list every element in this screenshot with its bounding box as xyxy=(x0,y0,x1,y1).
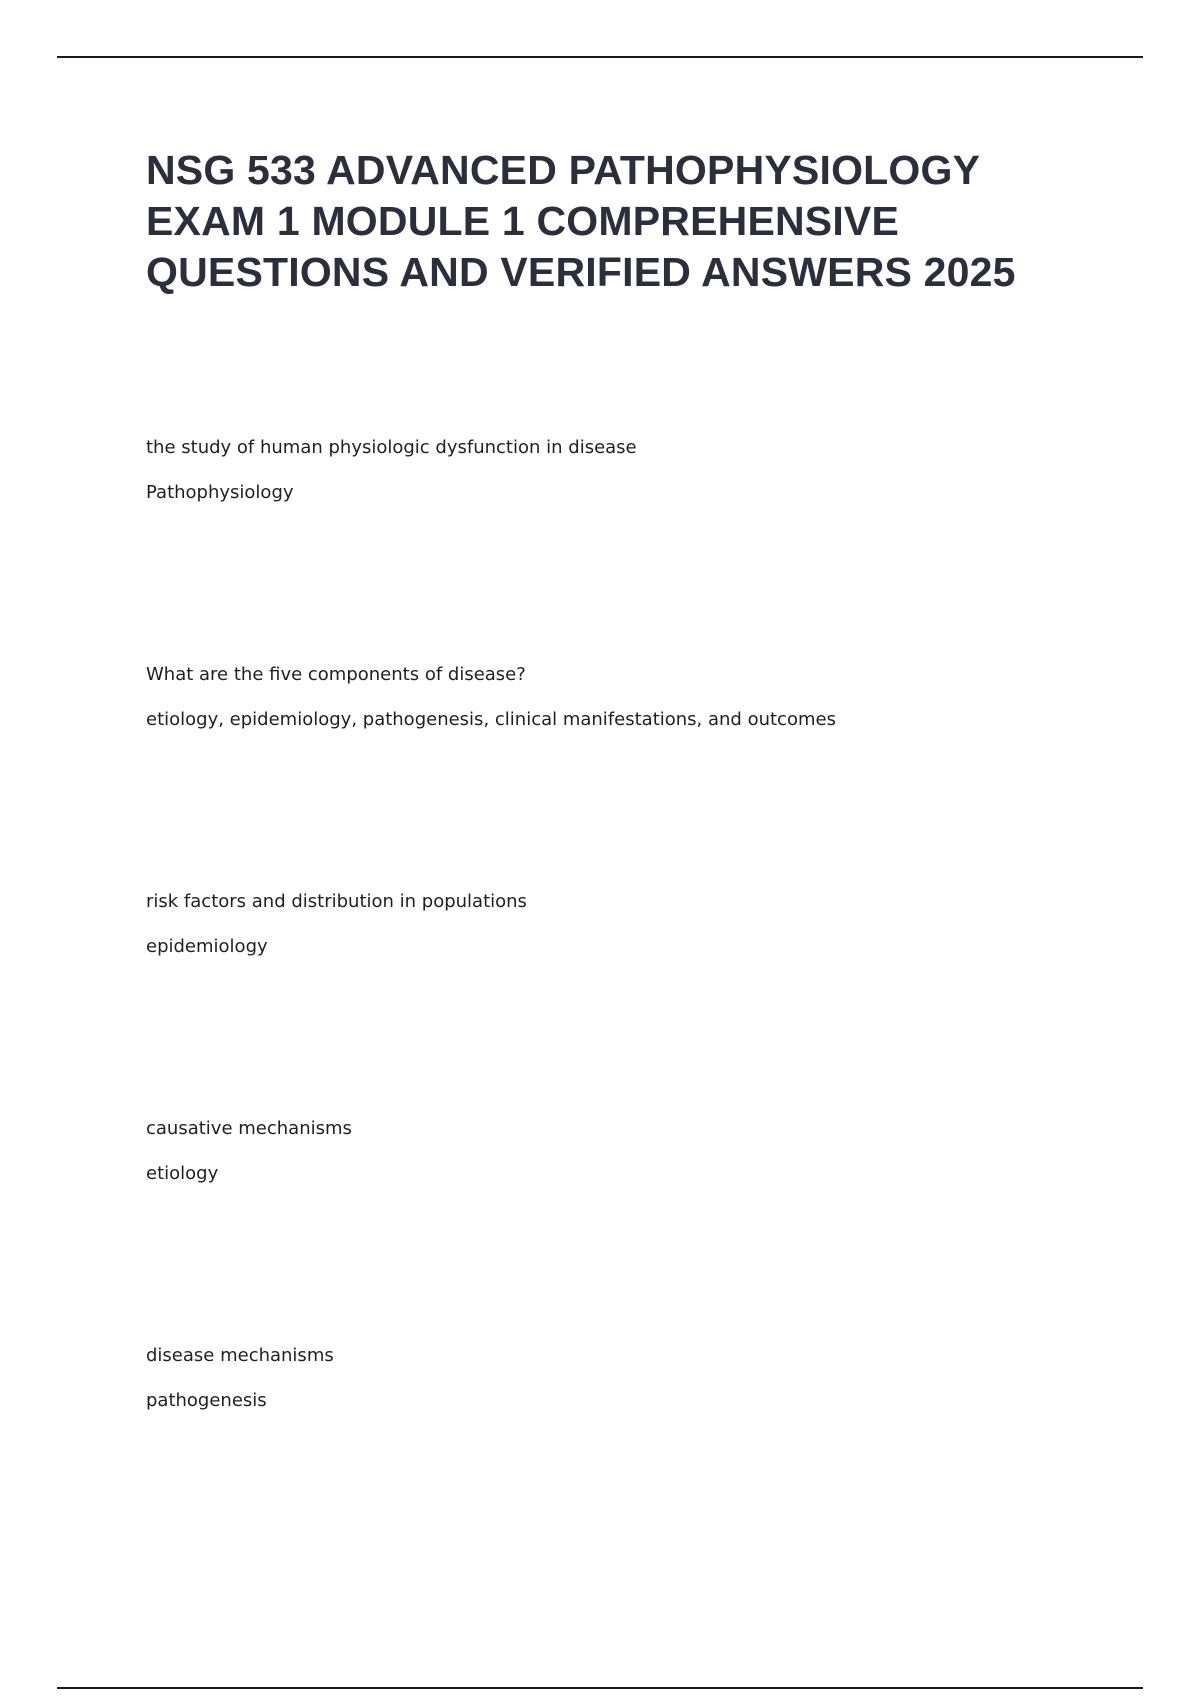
title-line-3: QUESTIONS AND VERIFIED ANSWERS 2025 xyxy=(146,249,1016,295)
qa-item-5 xyxy=(146,1344,1146,1413)
title-line-2: EXAM 1 MODULE 1 COMPREHENSIVE xyxy=(146,198,900,244)
qa-item-4 xyxy=(146,1117,1146,1186)
title-line-1: NSG 533 ADVANCED PATHOPHYSIOLOGY xyxy=(146,147,981,193)
question-text: What are the five components of disease? xyxy=(146,664,526,685)
answer-text: epidemiology xyxy=(146,936,268,957)
question-text: disease mechanisms xyxy=(146,1345,334,1366)
qa-item-2 xyxy=(146,663,1146,732)
qa-item-1 xyxy=(146,436,1146,505)
answer-text: etiology xyxy=(146,1163,219,1184)
footer-rule xyxy=(57,1687,1143,1689)
question-text: risk factors and distribution in populations xyxy=(146,891,527,912)
header-rule xyxy=(57,56,1143,58)
answer-text: Pathophysiology xyxy=(146,482,294,503)
question-text: causative mechanisms xyxy=(146,1118,352,1139)
question-text: the study of human physiologic dysfunction in disease xyxy=(146,437,637,458)
document-title xyxy=(146,145,1146,298)
answer-text: pathogenesis xyxy=(146,1390,267,1411)
qa-item-3 xyxy=(146,890,1146,959)
answer-text: etiology, epidemiology, pathogenesis, clinical manifestations, and outcomes xyxy=(146,709,836,730)
